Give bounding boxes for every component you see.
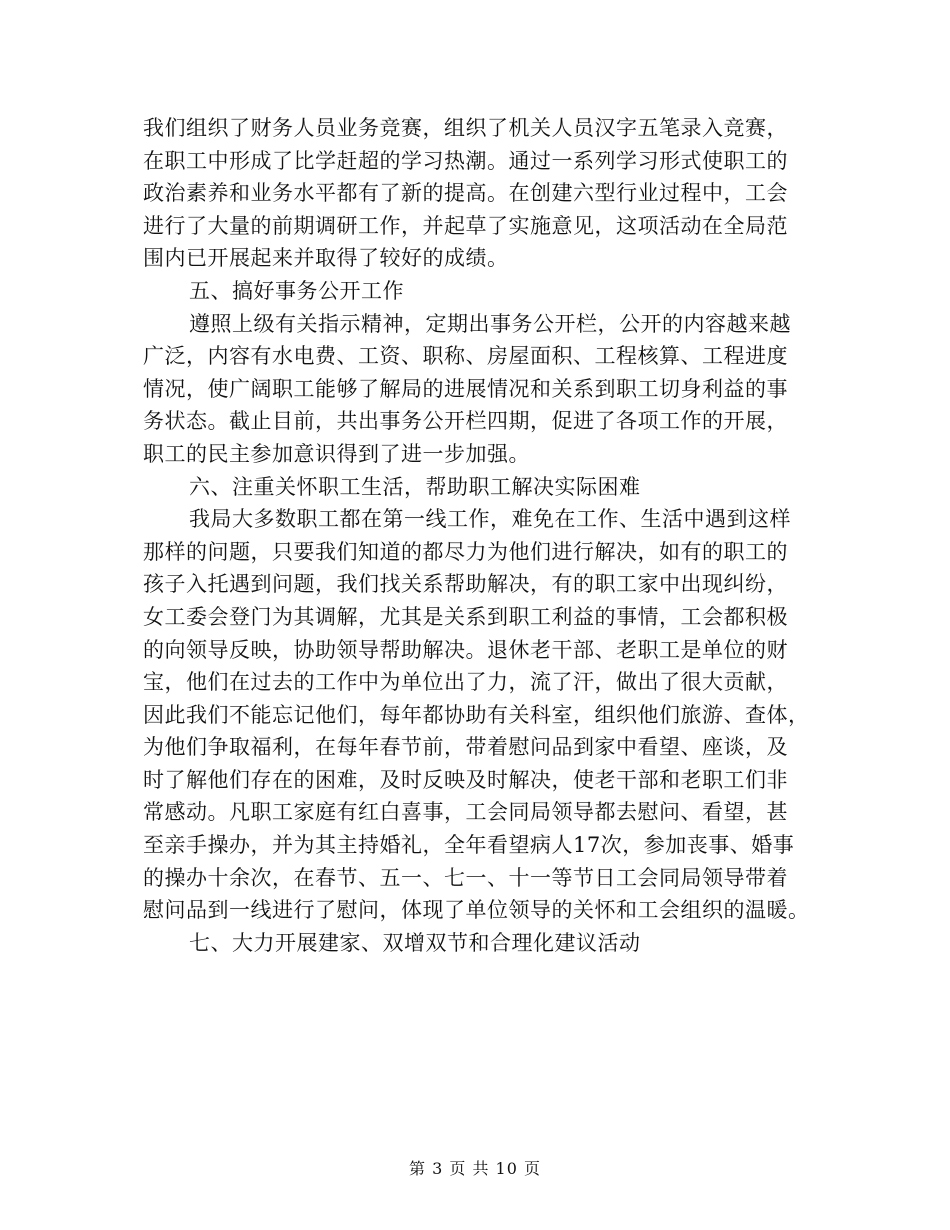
text-line: 进行了大量的前期调研工作，并起草了实施意见，这项活动在全局范 [143,213,788,238]
text-line: 时了解他们存在的困难，及时反映及时解决，使老干部和老职工们非 [143,767,788,792]
text-line: 我们组织了财务人员业务竞赛，组织了机关人员汉字五笔录入竞赛， [143,116,788,140]
text-line: 情况，使广阔职工能够了解局的进展情况和关系到职工切身利益的事 [143,376,788,401]
text-line: 在职工中形成了比学赶超的学习热潮。通过一系列学习形式使职工的 [143,148,788,173]
text-line: 遵照上级有关指示精神，定期出事务公开栏，公开的内容越来越 [189,311,791,336]
section-heading-6: 六、注重关怀职工生活，帮助职工解决实际困难 [189,474,641,499]
text-line: 因此我们不能忘记他们，每年都协助有关科室，组织他们旅游、查体， [143,702,810,727]
text-line: 宝，他们在过去的工作中为单位出了力，流了汗，做出了很大贡献， [143,670,788,695]
section-heading-5: 五、搞好事务公开工作 [189,278,404,303]
text-line: 围内已开展起来并取得了较好的成绩。 [143,246,509,271]
text-block [143,112,809,959]
text-line: 政治素养和业务水平都有了新的提高。在创建六型行业过程中，工会 [143,181,788,206]
text-line: 职工的民主参加意识得到了进一步加强。 [143,441,530,466]
text-line: 慰问品到一线进行了慰问，体现了单位领导的关怀和工会组织的温暖。 [143,898,810,923]
page-number-footer: 第 3 页 共 10 页 [409,1159,541,1178]
document-body [143,112,809,959]
text-line: 为他们争取福利，在每年春节前，带着慰问品到家中看望、座谈，及 [143,735,788,760]
text-line: 女工委会登门为其调解，尤其是关系到职工利益的事情，工会都积极 [143,604,788,629]
text-line: 广泛，内容有水电费、工资、职称、房屋面积、工程核算、工程进度 [143,344,788,369]
section-heading-7: 七、大力开展建家、双增双节和合理化建议活动 [189,930,641,955]
text-line: 那样的问题，只要我们知道的都尽力为他们进行解决，如有的职工的 [143,539,788,564]
text-line: 的操办十余次，在春节、五一、七一、十一等节日工会同局领导带着 [143,865,788,890]
text-line: 的向领导反映，协助领导帮助解决。退休老干部、老职工是单位的财 [143,637,788,662]
text-line: 我局大多数职工都在第一线工作，难免在工作、生活中遇到这样 [189,507,791,532]
text-line: 务状态。截止目前，共出事务公开栏四期，促进了各项工作的开展， [143,409,788,434]
text-line: 常感动。凡职工家庭有红白喜事，工会同局领导都去慰问、看望，甚 [143,800,788,825]
text-line: 孩子入托遇到问题，我们找关系帮助解决，有的职工家中出现纠纷， [143,572,788,597]
text-line: 至亲手操办，并为其主持婚礼，全年看望病人17次，参加丧事、婚事 [143,833,795,858]
